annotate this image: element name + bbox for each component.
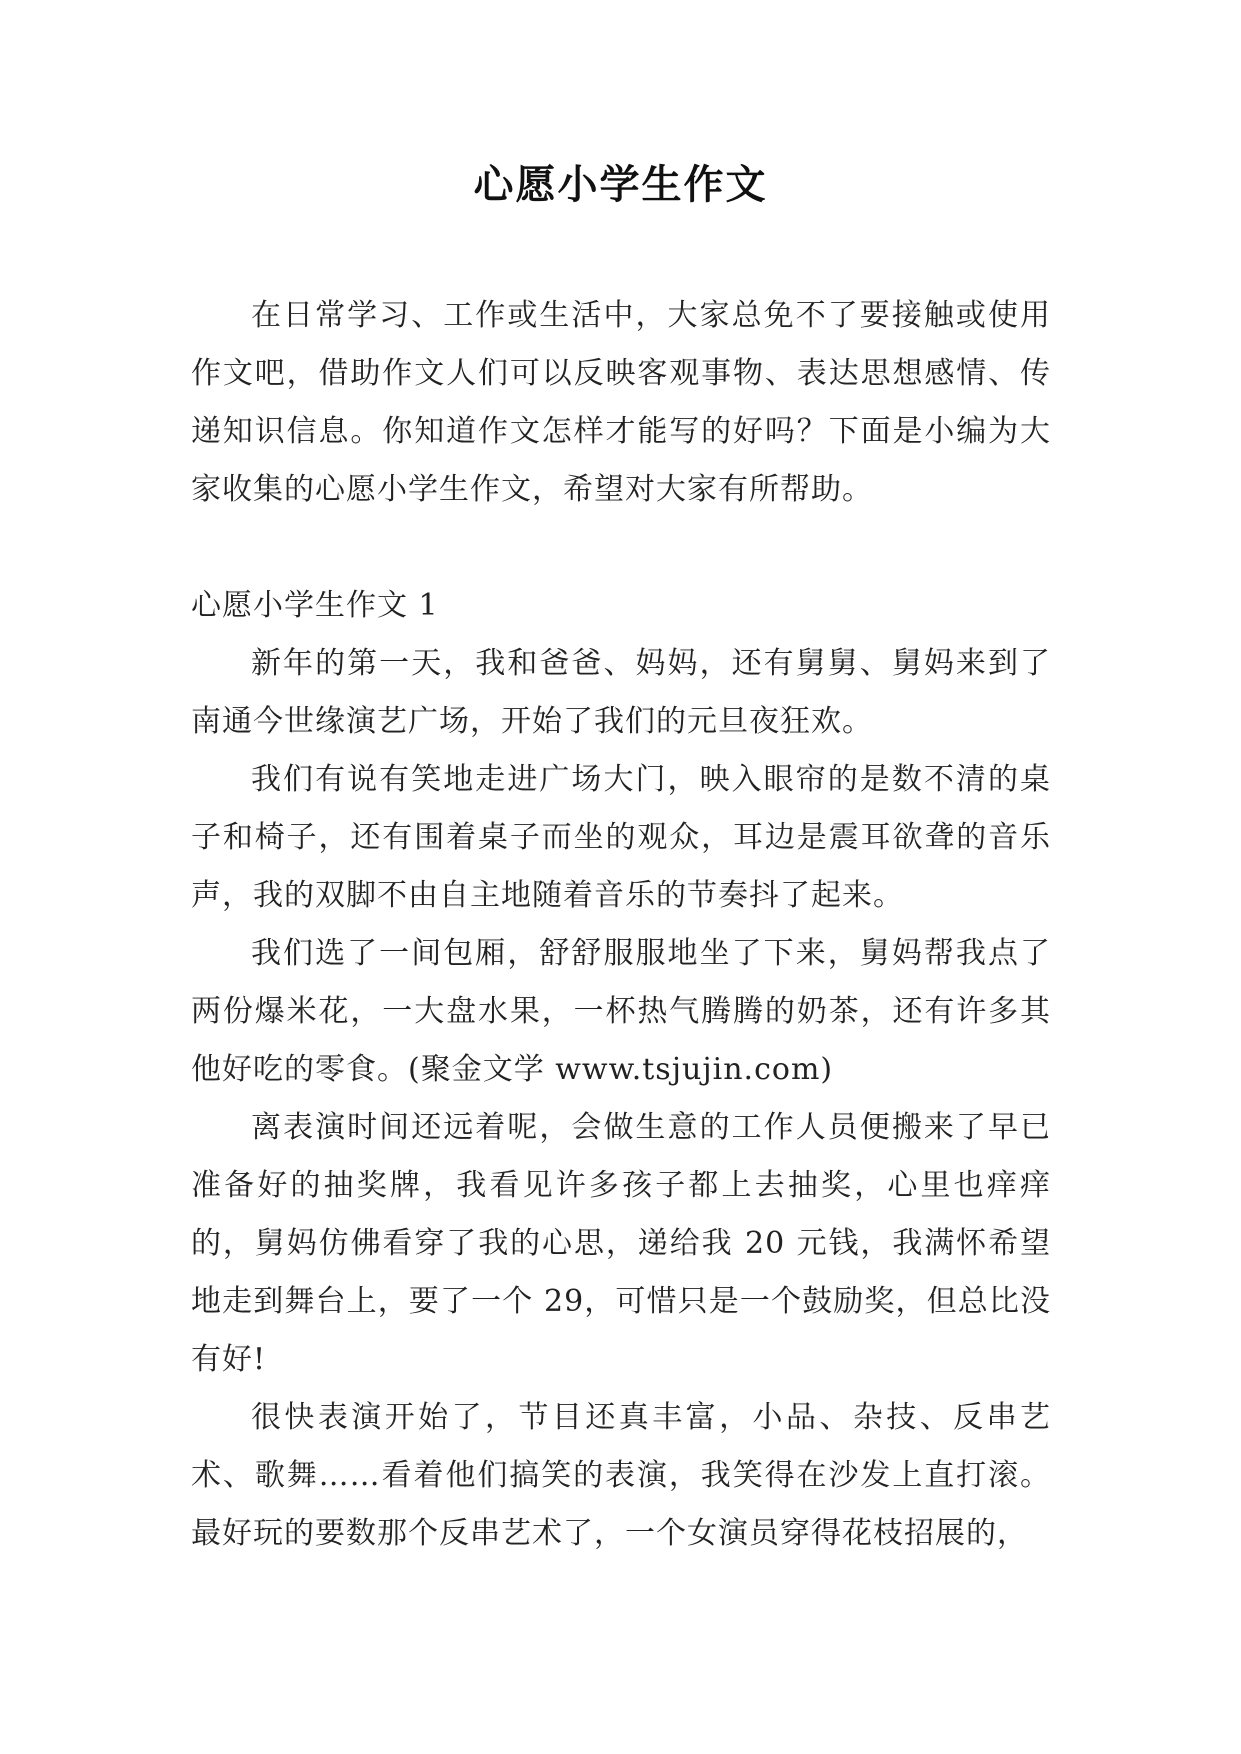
body-paragraph: 新年的第一天，我和爸爸、妈妈，还有舅舅、舅妈来到了南通今世缘演艺广场，开始了我们的元旦夜狂欢。 [191,646,1051,739]
document-body [191,287,1051,1563]
body-paragraph: 我们有说有笑地走进广场大门，映入眼帘的是数不清的桌子和椅子，还有围着桌子而坐的观众，耳边是震耳欲聋的音乐声，我的双脚不由自主地随着音乐的节奏抖了起来。 [191,762,1051,913]
body-paragraph: 离表演时间还远着呢，会做生意的工作人员便搬来了早已准备好的抽奖牌，我看见许多孩子都上去抽奖，心里也痒痒的，舅妈仿佛看穿了我的心思，递给我 20 元钱，我满怀希望地走到舞台上，要了一个 29，可惜只是一个鼓励奖，但总比没有好! [191,1110,1051,1377]
section-heading: 心愿小学生作文 1 [191,588,439,623]
document-title: 心愿小学生作文 [473,161,768,208]
body-paragraph: 我们选了一间包厢，舒舒服服地坐了下来，舅妈帮我点了两份爆米花，一大盘水果，一杯热气腾腾的奶茶，还有许多其他好吃的零食。(聚金文学 www.tsjujin.com) [191,936,1051,1087]
body-paragraph: 很快表演开始了，节目还真丰富，小品、杂技、反串艺术、歌舞……看着他们搞笑的表演，我笑得在沙发上直打滚。最好玩的要数那个反串艺术了，一个女演员穿得花枝招展的， [191,1400,1051,1551]
intro-paragraph: 在日常学习、工作或生活中，大家总免不了要接触或使用作文吧，借助作文人们可以反映客观事物、表达思想感情、传递知识信息。你知道作文怎样才能写的好吗？下面是小编为大家收集的心愿小学生作文，希望对大家有所帮助。 [191,298,1051,507]
